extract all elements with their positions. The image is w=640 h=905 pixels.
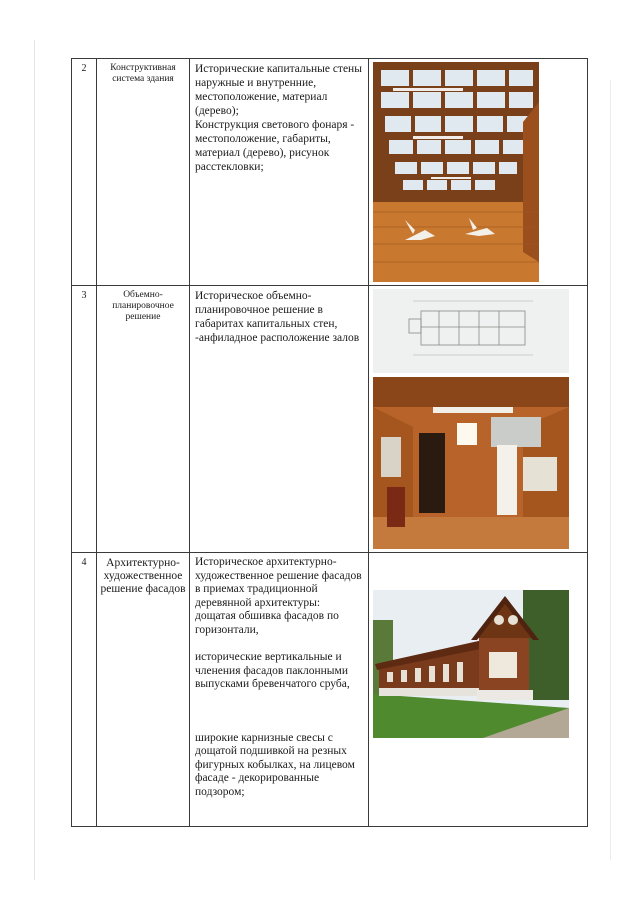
description-paragraph: Историческое архитектурно-художественное решение фасадов в приемах традиционной деревянной архитектуры: — [195, 556, 362, 609]
row-number: 2 — [72, 59, 97, 286]
photo-cell — [369, 553, 588, 827]
table-row — [72, 286, 588, 553]
photo-cell — [369, 286, 588, 553]
feature-description — [190, 286, 369, 553]
floor-plan-drawing — [373, 289, 569, 373]
description-paragraph: Конструкция светового фонаря - местоположение, габариты, материал (дерево), рисунок расстекловки; — [195, 119, 355, 173]
description-paragraph: широкие карнизные свесы с дощатой подшивкой на резных фигурных кобылках, на лицевом фасаде - декорированные подзором; — [195, 731, 355, 798]
scan-edge-left — [34, 40, 35, 880]
table-row — [72, 553, 588, 827]
feature-name: Конструктивная система здания — [97, 59, 190, 286]
feature-name: Объемно-планировочное решение — [97, 286, 190, 553]
description-paragraph: исторические вертикальные и членения фасадов паклонными выпусками бревенчатого сруба, — [195, 651, 350, 690]
description-paragraph: Исторические капитальные стены наружные и внутренние, местоположение, материал (дерево); — [195, 63, 362, 117]
row-number: 3 — [72, 286, 97, 553]
interior-skylight-photo — [373, 62, 539, 282]
row-number: 4 — [72, 553, 97, 827]
feature-name: Архитектурно-художественное решение фасадов — [97, 553, 190, 827]
protected-features-table — [71, 58, 588, 827]
photo-cell — [369, 59, 588, 286]
description-paragraph: дощатая обшивка фасадов по горизонтали, — [195, 610, 339, 636]
feature-description — [190, 553, 369, 827]
gallery-interior-photo — [373, 377, 569, 549]
building-facade-photo — [373, 590, 569, 738]
table-row — [72, 59, 588, 286]
scan-edge-right — [610, 80, 611, 860]
feature-description — [190, 59, 369, 286]
description-paragraph: Историческое объемно-планировочное решение в габаритах капитальных стен, -анфиладное расположение залов — [195, 290, 360, 344]
